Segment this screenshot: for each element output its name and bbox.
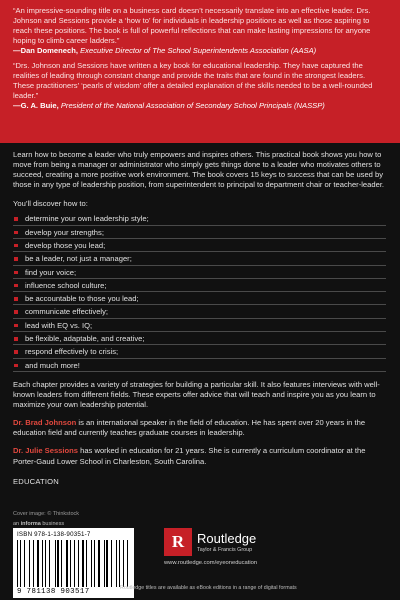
author-name: Dr. Brad Johnson: [13, 418, 77, 428]
skills-list: [13, 212, 386, 372]
list-item: be flexible, adaptable, and creative;: [13, 332, 386, 345]
barcode-digits: 9 781138 903517: [17, 588, 90, 596]
endorsement-author: —G. A. Buie,: [13, 101, 59, 111]
publisher-logo-row: [164, 528, 364, 556]
publisher-name: Routledge: [197, 531, 257, 546]
publisher-block: [164, 528, 364, 566]
endorsement-text: “Drs. Johnson and Sessions have written a key book for educational leadership. They have captured the realities of leading through constant change and provide the traits that are found in the strongest leaders. These practitioners’ ‘pearls of wisdom’ offer a detailed explanation of the skills needed to be a well-rounded leader.”: [13, 61, 373, 101]
endorsement-author: —Dan Domenech,: [13, 46, 78, 56]
intro-paragraph: Learn how to become a leader who truly empowers and inspires others. This practical book shows you how to move from being a manager or administrator who simply gets things done to a leader who motivates others to succeed, creating a more positive work environment. The book covers 15 keys to success that can be used by those in any type of leadership position, from superintendent to principal to department chair or teacher-leader.: [13, 150, 385, 190]
list-item: lead with EQ vs. IQ;: [13, 319, 386, 332]
endorsement-attribution: [13, 101, 386, 111]
informa-brand: informa: [20, 521, 41, 527]
list-item: develop those you lead;: [13, 239, 386, 252]
ebook-note: Routledge titles are available as eBook editions in a range of digital formats: [120, 585, 297, 591]
list-item: respond effectively to crisis;: [13, 345, 386, 358]
discover-heading: You’ll discover how to:: [13, 199, 88, 209]
endorsement-role: Executive Director of The School Superintendents Association (AASA): [80, 46, 317, 56]
list-item: determine your own leadership style;: [13, 212, 386, 225]
publisher-url[interactable]: www.routledge.com/eyeoneducation: [164, 560, 258, 566]
author-name: Dr. Julie Sessions: [13, 446, 78, 456]
list-item: be a leader, not just a manager;: [13, 252, 386, 265]
author-bio-2: [13, 446, 386, 466]
endorsements-panel: [0, 0, 400, 143]
endorsement-quote-2: [13, 61, 386, 111]
publisher-group: Taylor & Francis Group: [197, 547, 253, 553]
isbn-barcode: [13, 528, 134, 598]
cover-credit: Cover image: © Thinkstock: [13, 511, 80, 517]
list-item: be accountable to those you lead;: [13, 292, 386, 305]
back-cover-body: [0, 143, 400, 486]
endorsement-role: President of the National Association of Secondary School Principals (NASSP): [60, 101, 325, 111]
list-item: find your voice;: [13, 266, 386, 279]
endorsement-attribution: [13, 46, 386, 56]
author-bio-text: has worked in education for 21 years. She is currently a curriculum coordinator at the Porter-Gaud Lower School in Charleston, South Carolina.: [13, 446, 366, 466]
list-item: develop your strengths;: [13, 226, 386, 239]
category-label: EDUCATION: [13, 476, 59, 486]
list-item: influence school culture;: [13, 279, 386, 292]
endorsement-quote-1: [13, 6, 386, 56]
chapter-paragraph: Each chapter provides a variety of strategies for building a particular skill. It also features interviews with well-known leaders from different fields. These experts offer advice that will teach and inspire you as you learn to maximize your own leadership potential.: [13, 379, 380, 410]
informa-business-label: an informa business: [13, 521, 65, 527]
list-item: and much more!: [13, 359, 386, 372]
author-bio-1: [13, 418, 386, 438]
endorsement-text: “An impressive-sounding title on a business card doesn’t necessarily translate into an effective leader. Drs. Johnson and Sessions provide a ‘how to’ for individuals in leadership positions as well as those aspiring to reach these positions. The book is full of powerful reflections that can make lasting impressions for anyone hoping to climb career ladders.”: [13, 6, 371, 46]
list-item: communicate effectively;: [13, 305, 386, 318]
barcode-bars: [17, 540, 130, 587]
isbn-number: ISBN 978-1-138-90351-7: [17, 531, 91, 538]
author-bio-text: is an international speaker in the field of education. He has spent over 20 years in the education field and currently teaches graduate courses in leadership.: [13, 418, 366, 438]
routledge-logo-icon: R: [164, 528, 192, 556]
